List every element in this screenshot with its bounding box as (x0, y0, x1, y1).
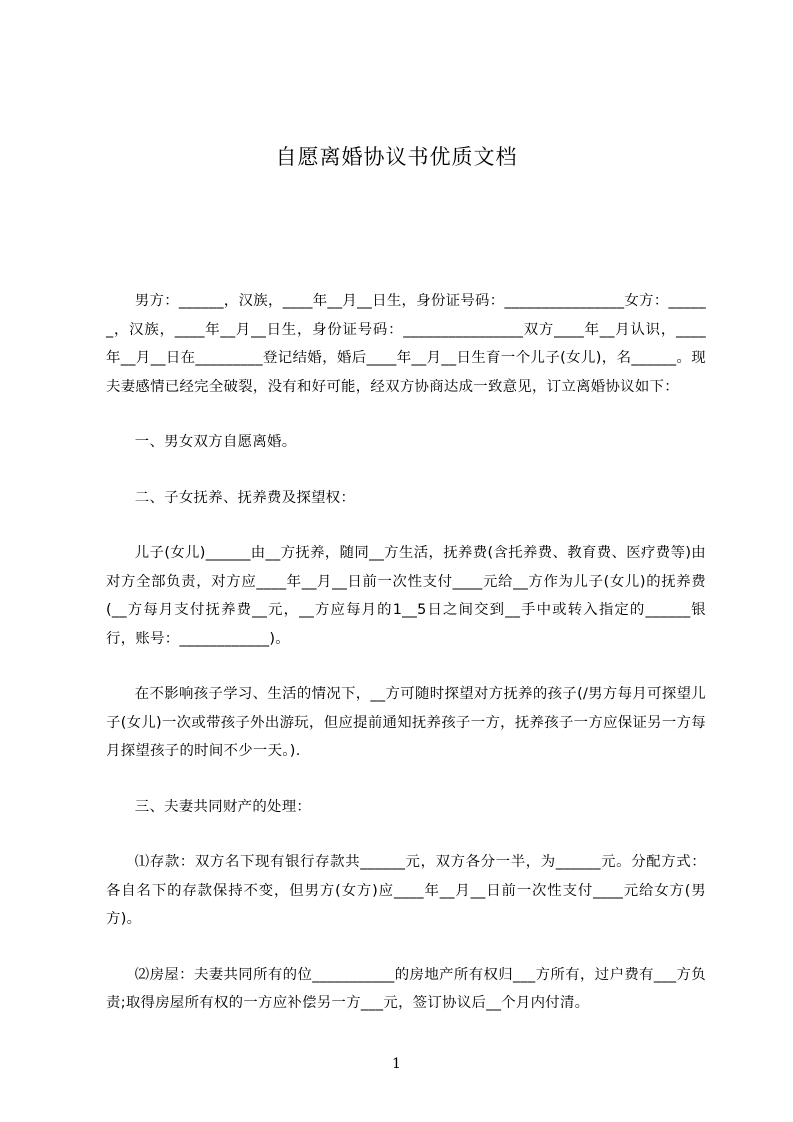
paragraph-house: ⑵房屋：夫妻共同所有的位___________的房地产所有权归___方所有，过户费有___方负责;取得房屋所有权的一方应补偿另一方___元，签订协议后__个月内付清。 (106, 966, 706, 1011)
paragraph-visitation: 在不影响孩子学习、生活的情况下，__方可随时探望对方抚养的孩子(/男方每月可探望儿子(女儿)一次或带孩子外出游玩，但应提前通知抚养孩子一方，抚养孩子一方应保证另一方每月探望孩子的时间不少一天。). (106, 686, 706, 759)
document-body (106, 287, 706, 1045)
clause-2-heading: 二、子女抚养、抚养费及探望权： (134, 489, 356, 506)
paragraph-child-support: 儿子(女儿)______由__方抚养，随同__方生活，抚养费(含托养费、教育费、医疗费等)由对方全部负责，对方应____年__月__日前一次性支付____元给__方作为儿子(女儿)的抚养费(__方每月支付抚养费__元，__方应每月的1__5日之间交到__手中或转入指定的______银行，账号：____________)。 (106, 545, 706, 647)
paragraph-savings: ⑴存款：双方名下现有银行存款共______元，双方各分一半，为______元。分配方式：各自名下的存款保持不变，但男方(女方)应____年__月__日前一次性支付____元给女方(男方)。 (106, 854, 706, 927)
clause-3-heading: 三、夫妻共同财产的处理： (134, 798, 312, 815)
clause-1-heading: 一、男女双方自愿离婚。 (134, 434, 297, 450)
page-number: 1 (392, 1056, 401, 1072)
paragraph-parties: 男方：______，汉族，____年__月__日生，身份证号码：________________女方：______，汉族，____年__月__日生，身份证号码：________________双方____年__月认识，____年__月__日在_________登记结婚，婚后____年__月__日生育一个儿子(女儿)，名______。现夫妻感情已经完全破裂，没有和好可能，经双方协商达成一致意见，订立离婚协议如下： (106, 293, 706, 395)
document-title: 自愿离婚协议书优质文档 (275, 145, 518, 169)
